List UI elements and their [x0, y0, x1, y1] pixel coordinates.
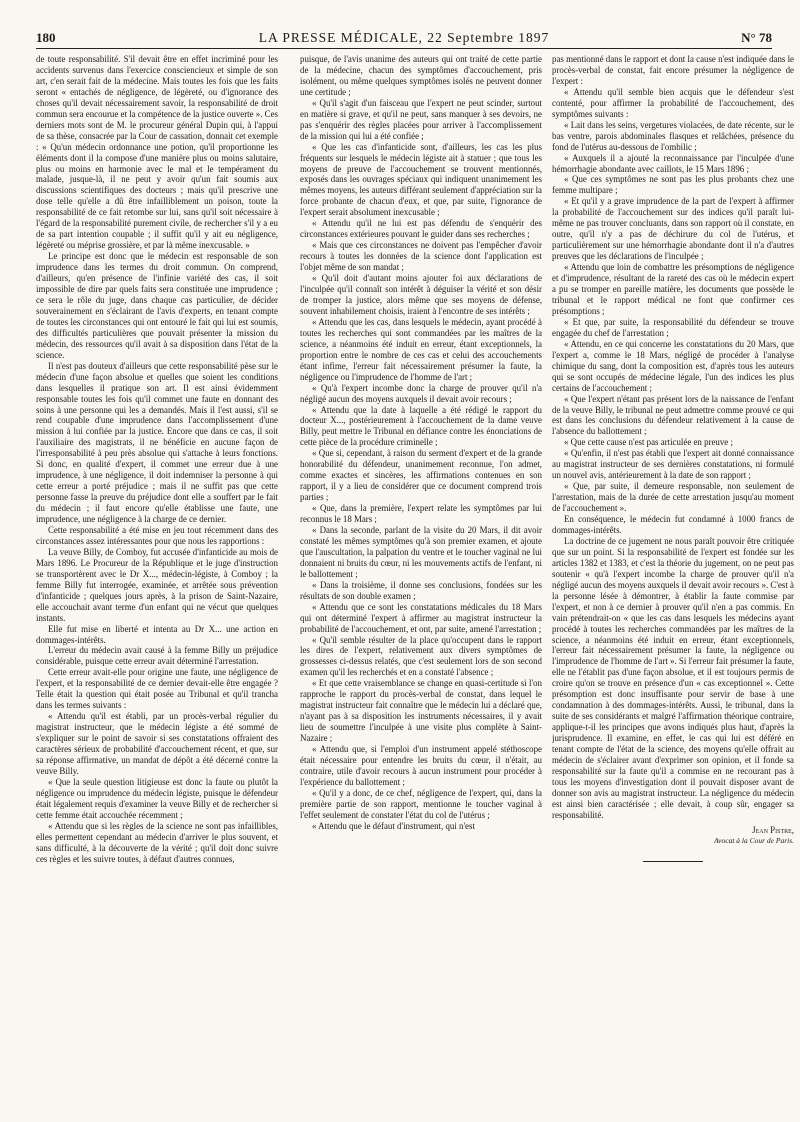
paragraph: « Que si, cependant, à raison du serment d'expert et de la grande honorabilité du défendeur, unanimement reconnue, l'on admet, comme exactes et sincères, les affirmations contenues en son rapport, il y a lieu de considérer que ce document comprend trois parties ;: [300, 448, 542, 503]
paragraph: « Attendu qu'il ne lui est pas défendu de s'enquérir des circonstances extérieures pouvant le guider dans ses recherches ;: [300, 218, 542, 240]
paragraph: « Que ces symptômes ne sont pas les plus probants chez une femme multipare ;: [552, 174, 794, 196]
paragraph: « Attendu que la date à laquelle a été rédigé le rapport du docteur X..., postérieurement à l'accouchement de la dame veuve Billy, peut mettre le Tribunal en défiance contre les énonciations de cette pièce de la procédure criminelle ;: [300, 404, 542, 448]
paragraph: « Dans la troisième, il donne ses conclusions, fondées sur les résultats de son double examen ;: [300, 579, 542, 601]
paragraph: « Attendu que loin de combattre les présomptions de négligence et d'imprudence, résultant de la rareté des cas où le médecin expert a pu se tromper en pareille matière, les documents que possède le tribunal et le rapport médical ne font que confirmer ces présomptions ;: [552, 262, 794, 316]
page-number: 180: [36, 30, 56, 45]
paragraph: L'erreur du médecin avait causé à la femme Billy un préjudice considérable, puisque cette erreur avait déterminé l'arrestation.: [36, 645, 278, 667]
paragraph: « Attendu qu'il est établi, par un procès-verbal régulier du magistrat instructeur, que le médecin légiste a été sommé de s'expliquer sur le point de savoir si ses constatations offraient des caractères sérieux de probabilité d'accouchement récent, et que, sur sa réponse affirmative, un mandat de dépôt a été décerné contre la veuve Billy.: [36, 711, 278, 776]
paragraph: La veuve Billy, de Comboy, fut accusée d'infanticide au mois de Mars 1896. Le Procureur de la République et le juge d'instruction se transportèrent avec le Dr X..., médecin-légiste, à Comboy ; la femme Billy fut interrogée, examinée, et arrêtée sous prévention d'infanticide ; quelques jours après, à la prison de Saint-Nazaire, elle accouchait avant terme d'un enfant qui ne vécut que quelques instants.: [36, 546, 278, 623]
closing-rule: [643, 861, 703, 862]
paragraph: « Que cette cause n'est pas articulée en preuve ;: [564, 437, 733, 448]
paragraph: « Qu'il semble résulter de la place qu'occupent dans le rapport les dires de l'expert, relativement aux divers symptômes de grossesses ci-dessus relatés, que c'est seulement lors de son second examen qu'il les recherchés et en a constaté l'absence ;: [300, 634, 542, 678]
column-3: [552, 54, 794, 1114]
paragraph: « Attendu que si les règles de la science ne sont pas infaillibles, elles permettent cependant au médecin d'arriver le plus souvent, et sans difficulté, à la découverte de la vérité ; qu'il doit donc suivre ces règles et les suivre toutes, à défaut d'autres connues,: [36, 820, 278, 864]
paragraph: « Que, par suite, il demeure responsable, non seulement de l'arrestation, mais de la durée de cette arrestation jusqu'au moment de l'accouchement ».: [552, 481, 794, 514]
journal-title: LA PRESSE MÉDICALE, 22 Septembre 1897: [258, 30, 550, 45]
paragraph: « Mais que ces circonstances ne doivent pas l'empêcher d'avoir recours à toutes les données de la science dont l'application est l'objet même de son mandat ;: [300, 240, 542, 273]
column-1: [36, 54, 278, 1114]
paragraph: « Lait dans les seins, vergetures violacées, de date récente, sur le bas ventre, parois abdominales flasques et relâchées, présence du fond de l'utérus au-dessous de l'ombilic ;: [552, 119, 794, 152]
page-header: [36, 30, 772, 46]
paragraph: « Qu'à l'expert incombe donc la charge de prouver qu'il n'a négligé aucun des moyens auxquels il devait avoir recours ;: [300, 382, 542, 404]
paragraph: La doctrine de ce jugement ne nous paraît pouvoir être critiquée que sur un point. Si la responsabilité de l'expert est fondée sur les articles 1382 et 1383, et c'est la théorie du jugement, on ne peut pas soutenir « qu'à l'expert incombe la charge de prouver qu'il n'a négligé aucun des moyens auxquels il devait avoir recours ». C'est à la personne lésée à démontrer, à établir la faute commise par l'expert, et non à ce dernier à prouver qu'il n'en a pas commis. En vain prétendrait-on « que les cas dans lesquels les médecins ayant procédé à toutes les recherches commandées par les maîtres de la science, a néanmoins été induit en erreur, étant exceptionnels, l'erreur fait nécessairement présumer la faute, la négligence ou l'imprudence de l'homme de l'art ». Si l'erreur fait présumer la faute, elle ne l'établit pas d'une façon absolue, et il est toujours permis de croire qu'on se trouve en présence d'un « cas exceptionnel ». Cette présomption est donc insuffisante pour servir de base à une condamnation à des dommages-intérêts. Aussi, le tribunal, dans la suite de ses considérants et malgré l'affirmation théorique contraire, applique-t-il les principes que avons indiqués plus haut, d'après la jurisprudence. Il examine, en effet, le cas qui lui est déféré en tenant compte de l'état de la science, des moyens qu'elle offrait au médecin de s'éclairer avant d'exprimer son opinion, et il fonde sa responsabilité sur la faute qu'il a commise en ne recourant pas à tous les moyens d'investigation dont il pouvait disposer avant de donner son avis au magistrat instructeur. La négligence du médecin est ainsi bien caractérisée ; elle devait, à coup sûr, engager sa responsabilité.: [552, 535, 794, 820]
paragraph: « Qu'il s'agit d'un faisceau que l'expert ne peut scinder, surtout en matière si grave, et qu'il ne peut, sans manquer à ses devoirs, ne pas s'enquérir des règles placées pour arriver à l'accomplissement de la mission qui lui a été confiée ;: [300, 97, 542, 141]
paragraph: « Attendu que ce sont les constatations médicales du 18 Mars qui ont déterminé l'expert à affirmer au magistrat instructeur la probabilité de l'accouchement, et ont, par suite, amené l'arrestation ;: [300, 601, 542, 634]
paragraph: « Que l'expert n'étant pas présent lors de la naissance de l'enfant de la veuve Billy, le tribunal ne peut admettre comme prouvé ce qui est dans les conclusions du défendeur relativement à la cause de l'absence du ballottement ;: [552, 393, 794, 437]
paragraph: « Et que cette vraisemblance se change en quasi-certitude si l'on rapproche le rapport du procès-verbal de constat, dans lequel le magistrat instructeur fait connaître que le médecin lui a déclaré que, n'ayant pas à sa disposition les instruments nécessaires, il y avait lieu de soumettre l'inculpée à une visite plus complète à Saint-Nazaire ;: [300, 678, 542, 744]
paragraph: « Attendu que, si l'emploi d'un instrument appelé stéthoscope était nécessaire pour entendre les bruits du cœur, il n'était, au contraire, utile d'avoir recours à aucun instrument pour procéder à l'expérience du ballottement ;: [300, 744, 542, 787]
paragraph: « Et que, par suite, la responsabilité du défendeur se trouve engagée du chef de l'arrestation ;: [552, 316, 794, 338]
paragraph: Il n'est pas douteux d'ailleurs que cette responsabilité pèse sur le médecin d'une façon absolue et quelles que soient les conditions dans lesquelles il pratique son art. Il est ainsi évidemment responsable toutes les fois qu'il commet une faute en donnant des soins à une personne qui les a demandés. Mais il l'est aussi, s'il se rend coupable d'une imprudence dans l'accomplissement d'une mission à lui confiée par la justice. Encore que dans ce cas, il soit l'auxiliaire des magistrats, il ne bénéficie en aucune façon de l'irresponsabilité à peu près absolue qui s'attache à leurs fonctions. Si donc, en qualité d'expert, il commet une erreur due à une imprudence, à une négligence, il doit indemniser la personne à qui cette erreur a porté préjudice ; mais il ne suffit pas que cette personne fasse la preuve du préjudice dont elle a souffert par le fait du médecin ; il faut encore qu'elle établisse une faute, une imprudence, une négligence à la charge de ce dernier.: [36, 360, 278, 525]
paragraph: « Que les cas d'infanticide sont, d'ailleurs, les cas les plus fréquents sur lesquels le médecin légiste ait à statuer ; que tous les moyens de preuve de l'accouchement se trouvent mentionnés, exposés dans les ouvrages spéciaux qui indiquent unanimement les mêmes moyens, les auteurs différant seulement d'appréciation sur la force probante de chacun d'eux, et que, par suite, l'ignorance de l'expert serait absolument inexcusable ;: [300, 141, 542, 218]
column-3-body: [552, 54, 794, 821]
paragraph: pas mentionné dans le rapport et dont la cause n'est indiquée dans le procès-verbal de constat, fait encore présumer la négligence de l'expert :: [552, 54, 794, 86]
paragraph: Cette responsabilité a été mise en jeu tout récemment dans des circonstances assez intéressantes pour que nous les rapportions :: [36, 524, 278, 546]
issue-number: N° 78: [741, 30, 772, 45]
paragraph: « Auxquels il a ajouté la reconnaissance par l'inculpée d'une hémorrhagie abondante avec caillots, le 15 Mars 1896 ;: [552, 152, 794, 174]
paragraph: Le principe est donc que le médecin est responsable de son imprudence dans les termes du droit commun. On comprend, d'ailleurs, qu'en présence de l'infinie variété des cas, il soit impossible de dire par quels faits sera constituée une imprudence ; ce sera le rôle du juge, dans chaque cas particulier, de décider souverainement en s'éclairant de l'avis d'experts, en tenant compte de toutes les circonstances qui ont entouré le fait qui lui est soumis, des difficultés particulières que pouvait présenter la mission du médecin, des ressources qu'il avait à sa disposition dans l'état de la science.: [36, 251, 278, 360]
paragraph: « Attendu que le défaut d'instrument, qui n'est: [312, 820, 475, 831]
paragraph: Cette erreur avait-elle pour origine une faute, une négligence de l'expert, et la responsabilité de ce dernier devait-elle être engagée ? Telle était la question qui était posée au Tribunal et qu'il trancha dans les termes suivants :: [36, 667, 278, 711]
paragraph: « Qu'il doit d'autant moins ajouter foi aux déclarations de l'inculpée qu'il connaît son intérêt à déguiser la vérité et son désir de tromper la justice, alors même que ses moyens de défense, souvent inhabilement choisis, iraient à l'encontre de ses intérêts ;: [300, 273, 542, 316]
header-rule: [36, 48, 772, 49]
paragraph: « Qu'il y a donc, de ce chef, négligence de l'expert, qui, dans la première partie de son rapport, mentionne le toucher vaginal à l'effet seulement de constater l'état du col de l'utérus ;: [300, 787, 542, 820]
paragraph: « Dans la seconde, parlant de la visite du 20 Mars, il dit avoir constaté les mêmes symptômes qu'à son premier examen, et ajoute que l'auscultation, la palpation du ventre et le toucher vaginal ne lui donnaient ni bruits du cœur, ni les mouvements actifs de l'enfant, ni le ballottement ;: [300, 524, 542, 579]
column-2: [300, 54, 542, 1114]
paragraph: « Attendu qu'il semble bien acquis que le défendeur s'est contenté, pour affirmer la probabilité de l'accouchement, des symptômes suivants :: [552, 86, 794, 119]
paragraph: « Qu'enfin, il n'est pas établi que l'expert ait donné connaissance au magistrat instructeur de ses dernières constatations, ni formulé un nouvel avis, antérieurement à la date de son rapport ;: [552, 448, 794, 481]
paragraph: « Que la seule question litigieuse est donc la faute ou plutôt la négligence ou imprudence du médecin légiste, puisque le défendeur était légalement requis d'examiner la veuve Billy et de rechercher si cette femme était accouchée récemment ;: [36, 776, 278, 820]
signature-name: Jean Pistre,: [752, 824, 794, 835]
paragraph: « Et qu'il y a grave imprudence de la part de l'expert à affirmer la probabilité de l'accouchement sur des indices qu'il paraît lui-même ne pas trouver concluants, dans son rapport où il constate, en outre, qu'il n'y a pas de déchirure du col de l'utérus, et particulièrement sur une hémorrhagie abondante dont il n'a d'autres preuves que les déclarations de l'inculpée ;: [552, 196, 794, 262]
paragraph: « Attendu que les cas, dans lesquels le médecin, ayant procédé à toutes les recherches qui sont commandées par les maîtres de la science, a néanmoins été induit en erreur, étant exceptionnels, la proportion entre le nombre de ces cas et celui des accouchements étant infime, l'erreur fait nécessairement présumer la faute, la négligence ou l'imprudence de l'homme de l'art ;: [300, 316, 542, 382]
paragraph: puisque, de l'avis unanime des auteurs qui ont traité de cette partie de la médecine, chacun des symptômes d'accouchement, pris isolément, ou même quelques symptômes isolés ne peuvent donner une certitude ;: [300, 54, 542, 97]
paragraph: « Que, dans la première, l'expert relate les symptômes par lui reconnus le 18 Mars ;: [300, 503, 542, 525]
paragraph: Elle fut mise en liberté et intenta au Dr X... une action en dommages-intérêts.: [36, 623, 278, 645]
paragraph: En conséquence, le médecin fut condamné à 1000 francs de dommages-intérêts.: [552, 514, 794, 535]
paragraph: « Attendu, en ce qui concerne les constatations du 20 Mars, que l'expert a, comme le 18 Mars, négligé de procéder à l'analyse chimique du sang, dont la composition est, d'après tous les auteurs qui se sont occupés de médecine légale, l'un des indices les plus certains de l'accouchement ;: [552, 338, 794, 393]
signature-title: Avocat à la Cour de Paris.: [714, 835, 794, 845]
paragraph: de toute responsabilité. S'il devait être en effet incriminé pour les accidents survenus dans l'exercice consciencieux et simple de son art, c'en serait fait de la médecine. Mais toutes les fois que les faits seront « entachés de négligence, de légèreté, ou d'ignorance des choses qu'il devait nécessairement savoir, la responsabilité de droit commun sera encourue et la compétence de la justice ouverte ». Ces derniers mots sont de M. le procureur général Dupin qui, à l'appui de sa thèse, consacrée par la Cour de cassation, donnait cet exemple : « Qu'un médecin ordonnance une potion, qu'il proportionne les éléments dont il la compose d'une manière plus ou moins salutaire, plus ou moins en harmonie avec le mal et le tempérament du malade, jusque-là, il ne peut y avoir qu'un fait soumis aux discussions scientifiques des docteurs ; mais qu'il prescrive une dose telle qu'elle a dû être infailliblement un poison, toute la responsabilité de ce fait retombe sur lui, sans qu'il soit nécessaire à l'égard de la responsabilité purement civile, de rechercher s'il y a eu de sa part intention coupable ; il suffit qu'il y ait eu négligence, légèreté ou méprise grossière, et par là même inexcusable. »: [36, 54, 278, 251]
